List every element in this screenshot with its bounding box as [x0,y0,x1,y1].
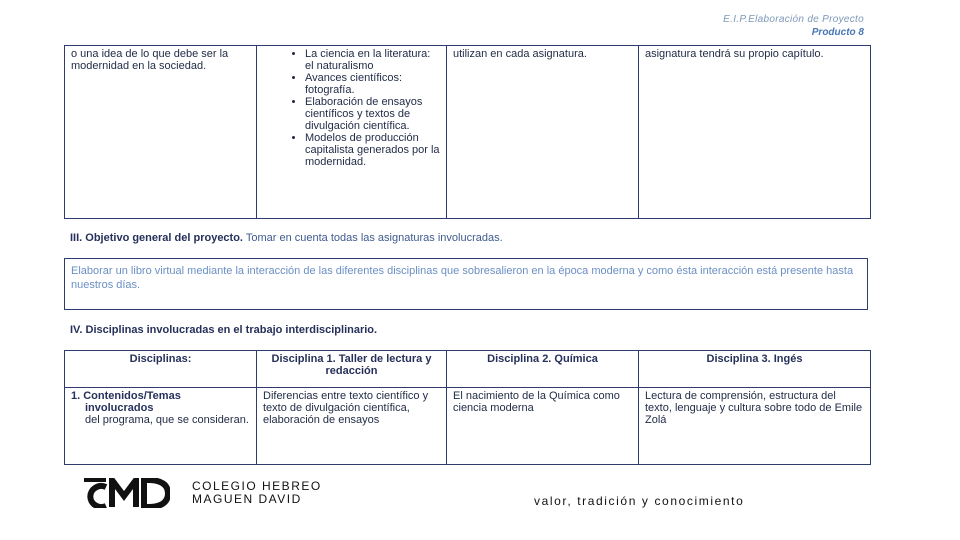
table-header-row [65,351,871,388]
school-tagline: valor, tradición y conocimiento [534,494,745,508]
table-row [65,46,871,219]
row-label-title: 1. Contenidos/Temas [71,390,181,402]
table-row [65,388,871,465]
table-cell: utilizan en cada asignatura. [447,46,639,219]
list-item: • Elaboración de ensayos científicos y textos de divulgación científica. [305,96,440,132]
section-3-text: Tomar en cuenta todas las asignaturas involucradas. [245,232,503,244]
school-logo [82,478,322,508]
list-item: • Modelos de producción capitalista generados por la modernidad. [305,132,440,168]
row-label-description: del programa, que se consideran. [85,414,249,426]
table-cell: o una idea de lo que debe ser la modernidad en la sociedad. [65,46,257,219]
top-continuation-table [64,45,871,219]
document-header [723,14,864,38]
list-item: • La ciencia en la literatura: el naturalismo [305,48,440,72]
school-name-line2: MAGUEN DAVID [192,492,302,506]
header-project-title: E.I.P.Elaboración de Proyecto [723,14,864,25]
list-item: • Avances científicos: fotografía. [305,72,440,96]
general-objective-box: Elaborar un libro virtual mediante la interacción de las diferentes disciplinas que sobresalieron en la época moderna y como ésta interacción está presente hasta nuestros días. [64,258,868,310]
table-cell: Diferencias entre texto científico y texto de divulgación científica, elaboración de ensayos [257,388,447,465]
section-3-heading [70,232,503,244]
column-header: Disciplina 1. Taller de lectura y redacción [257,351,447,388]
cmd-monogram-icon [82,478,170,508]
row-label-subtitle: involucrados [85,402,154,414]
column-header: Disciplina 3. Ingés [639,351,871,388]
section-3-label: III. Objetivo general del proyecto. [70,232,243,244]
table-cell: asignatura tendrá su propio capítulo. [639,46,871,219]
column-header: Disciplina 2. Química [447,351,639,388]
table-cell [257,46,447,219]
school-name [192,480,322,506]
table-cell: El nacimiento de la Química como ciencia moderna [447,388,639,465]
column-header: Disciplinas: [65,351,257,388]
school-name-line1: COLEGIO HEBREO [192,479,322,493]
table-cell: Lectura de comprensión, estructura del texto, lenguaje y cultura sobre todo de Emile Zolá [639,388,871,465]
header-product-label: Producto 8 [811,27,864,38]
disciplines-table [64,350,871,465]
science-topics-list [263,48,440,168]
row-label-cell [65,388,257,465]
section-4-heading [70,324,377,336]
section-4-label: IV. Disciplinas involucradas en el trabajo interdisciplinario. [70,324,378,336]
